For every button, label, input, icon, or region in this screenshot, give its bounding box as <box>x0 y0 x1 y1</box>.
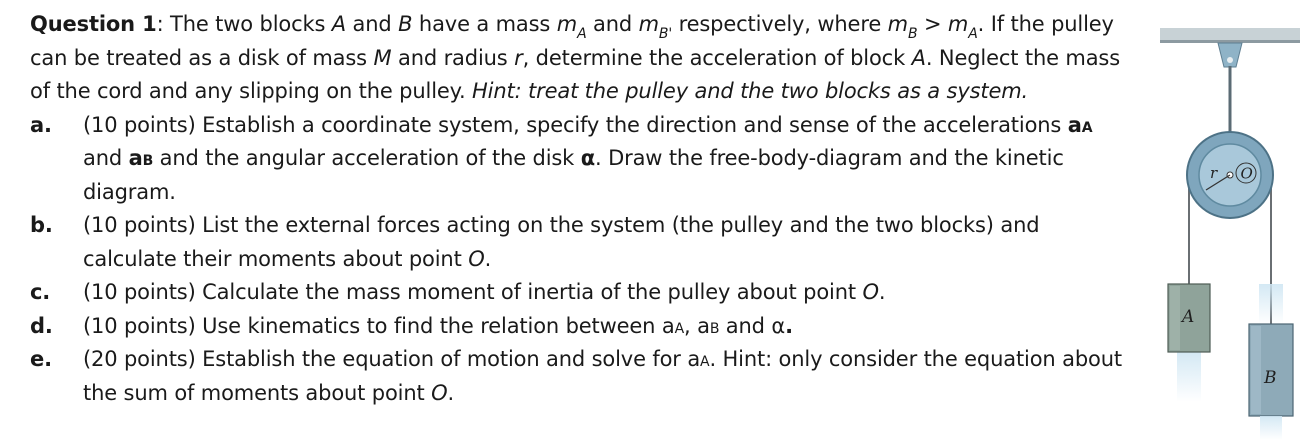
part-e: e. (20 points) Establish the equation of motion and solve for aA. Hint: only consider the equation about the sum of moments about point O. <box>30 343 1125 410</box>
part-label: a. <box>30 112 52 137</box>
ceiling <box>1160 28 1300 42</box>
part-b: b. (10 points) List the external forces acting on the system (the pulley and the two blocks) and calculate their moments about point O. <box>30 209 1125 276</box>
block-a-label: A <box>1182 307 1195 327</box>
question-text <box>30 8 1125 410</box>
radius-label: r <box>1210 164 1218 182</box>
hint-text: Hint: treat the pulley and the two blocks as a system. <box>472 79 1029 103</box>
question-intro: Question 1: The two blocks A and B have a mass $m_A$ and $m_{B'}$ respectively, where $m_B > m_A$. If the pulley can be treated as a disk of mass M and radius r, determine the acceleration of block A. Neglect the mass of the cord and any slipping on the pulley. Hint: treat the pulley and the two blocks as a system. <box>30 12 1121 103</box>
part-label: c. <box>30 280 51 304</box>
block-b-label: B <box>1264 368 1277 388</box>
part-c: c. (10 points) Calculate the mass moment of inertia of the pulley about point O. <box>30 276 1125 310</box>
pulley-figure <box>1160 22 1300 442</box>
part-label: d. <box>30 313 53 338</box>
pulley-bracket <box>1218 43 1242 67</box>
part-d: d. (10 points) Use kinematics to find the relation between aA, aB and α. <box>30 310 1125 344</box>
question-label: Question 1 <box>30 12 157 36</box>
part-label: b. <box>30 213 53 237</box>
part-a: a. (10 points) Establish a coordinate system, specify the direction and sense of the accelerations aA and aB and the angular acceleration of the disk α. Draw the free-body-diagram and the kinetic diagram. <box>30 109 1125 210</box>
motion-blur-b <box>1259 284 1283 324</box>
point-o-label: O <box>1240 164 1253 183</box>
motion-blur-a <box>1177 352 1201 402</box>
question-parts <box>30 109 1125 411</box>
part-label: e. <box>30 347 52 371</box>
